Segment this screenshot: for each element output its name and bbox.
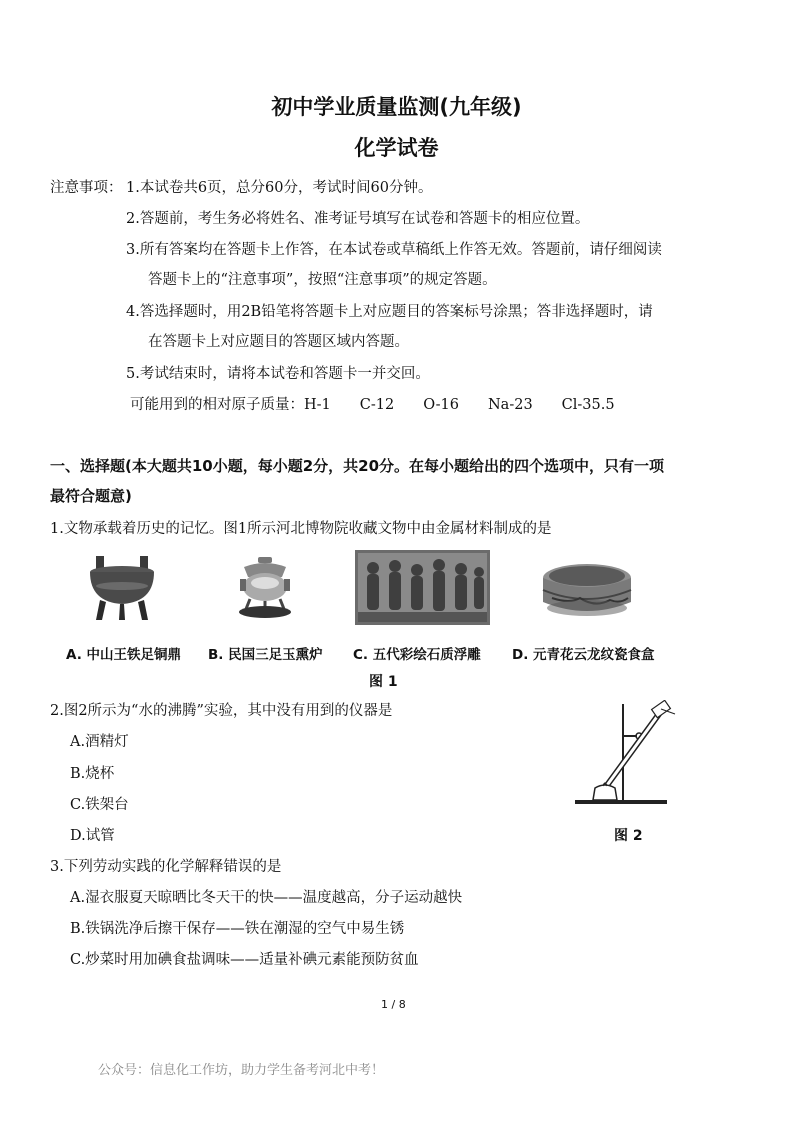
q1-stem: 1.文物承载着历史的记忆。图1所示河北博物院收藏文物中由金属材料制成的是 [50, 521, 552, 537]
q2-option-d: D.试管 [70, 828, 115, 844]
page-number: 1 / 8 [381, 998, 406, 1011]
section-heading: 一、选择题(本大题共10小题，每小题2分，共20分。在每小题给出的四个选项中，只有一项 [50, 457, 665, 475]
footer-note: 公众号：信息化工作坊，助力学生备考河北中考！ [98, 1063, 385, 1078]
q1-option-c: C. 五代彩绘石质浮雕 [353, 647, 481, 663]
q2-option-c: C.铁架台 [70, 797, 129, 813]
q3-option-a: A.湿衣服夏天晾晒比冬天干的快——温度越高，分子运动越快 [70, 890, 463, 906]
q3-stem: 3.下列劳动实践的化学解释错误的是 [50, 859, 282, 875]
q1-option-a: A. 中山王铁足铜鼎 [66, 647, 182, 663]
q3-option-c: C.炒菜时用加碘食盐调味——适量补碘元素能预防贫血 [70, 952, 419, 968]
q2-stem: 2.图2所示为“水的沸腾”实验，其中没有用到的仪器是 [50, 703, 393, 719]
notes-item-4: 4.答选择题时，用2B铅笔将答题卡上对应题目的答案标号涂黑；答非选择题时，请 [126, 304, 653, 320]
notes-item-1: 1.本试卷共6页，总分60分，考试时间60分钟。 [126, 180, 433, 196]
stone-relief-icon [355, 550, 490, 625]
bronze-ding-icon [82, 552, 162, 622]
notes-item-3: 3.所有答案均在答题卡上作答，在本试卷或草稿纸上作答无效。答题前，请仔细阅读 [126, 242, 662, 258]
exam-title: 初中学业质量监测(九年级) [271, 95, 522, 119]
section-heading-cont: 最符合题意) [50, 487, 132, 505]
notes-item-4-cont: 在答题卡上对应题目的答题区域内答题。 [148, 334, 409, 350]
q3-option-b: B.铁锅洗净后擦干保存——铁在潮湿的空气中易生锈 [70, 921, 405, 937]
figure-1-label: 图 1 [369, 674, 398, 690]
exam-subject: 化学试卷 [354, 136, 439, 160]
notes-item-3-cont: 答题卡上的“注意事项”，按照“注意事项”的规定答题。 [148, 272, 497, 288]
figure-2-label: 图 2 [614, 828, 643, 844]
q2-option-b: B.烧杯 [70, 766, 115, 782]
iron-stand-test-tube-icon [575, 700, 680, 810]
q1-option-d: D. 元青花云龙纹瓷食盒 [512, 647, 655, 663]
porcelain-box-icon [540, 558, 635, 623]
notes-item-5: 5.考试结束时，请将本试卷和答题卡一并交回。 [126, 366, 430, 382]
notes-item-2: 2.答题前，考生务必将姓名、准考证号填写在试卷和答题卡的相应位置。 [126, 211, 590, 227]
jade-censer-icon [230, 555, 300, 620]
notes-label: 注意事项： [50, 180, 123, 196]
q1-option-b: B. 民国三足玉熏炉 [208, 647, 323, 663]
q2-option-a: A.酒精灯 [70, 734, 129, 750]
atomic-mass-line: 可能用到的相对原子质量：H-1 C-12 O-16 Na-23 Cl-35.5 [130, 397, 615, 413]
